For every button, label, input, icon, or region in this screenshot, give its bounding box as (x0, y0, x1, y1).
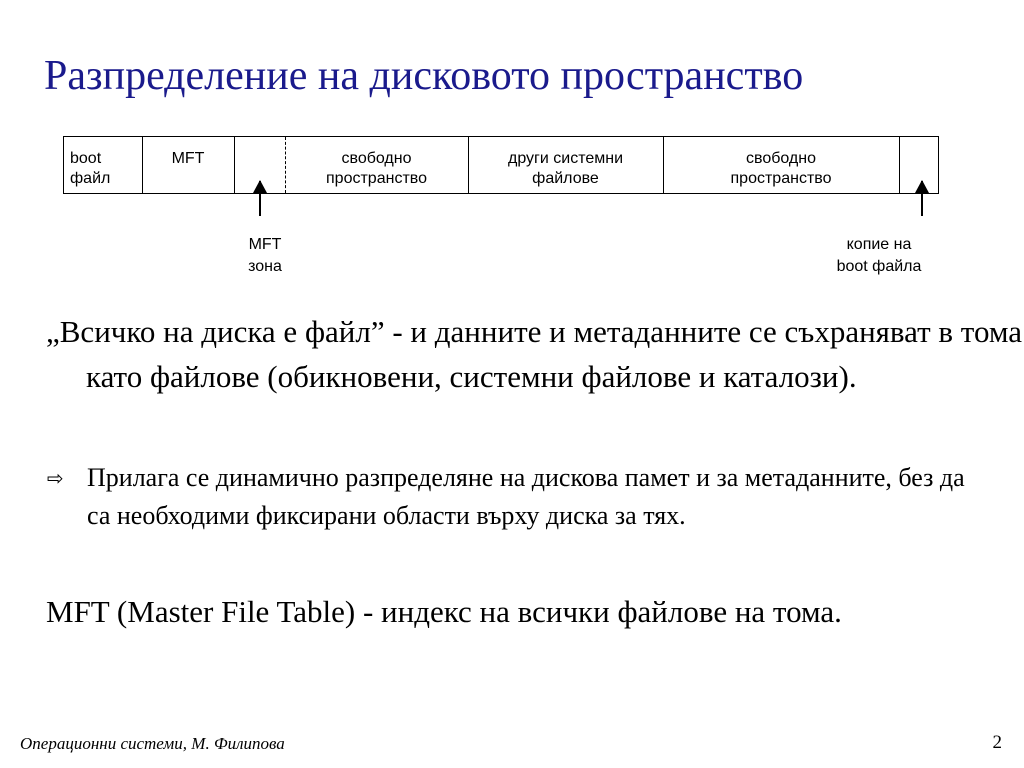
free-space-2-line2: пространство (730, 170, 832, 187)
mft-cell (142, 137, 234, 193)
free-space-1-line1: свободно (341, 150, 412, 167)
mft-zone-note (225, 234, 305, 278)
page-number: 2 (992, 732, 1002, 753)
free-space-cell-1 (285, 137, 468, 193)
boot-file-cell (64, 137, 142, 193)
free-space-cell-2 (663, 137, 899, 193)
boot-copy-note-line1: копие на (846, 236, 912, 253)
mft-zone-note-line2: зона (248, 258, 282, 275)
free-space-2-line1: свободно (746, 150, 816, 167)
boot-copy-note (812, 234, 946, 278)
boot-file-label-line1: boot (70, 150, 102, 167)
boot-copy-note-line2: boot файла (836, 258, 922, 275)
up-arrow-icon (259, 181, 261, 216)
boot-file-label-line2: файл (70, 170, 111, 187)
other-system-files-cell (468, 137, 663, 193)
body-paragraph-2: MFT (Master File Table) - индекс на всички файлове на тома. (46, 594, 842, 629)
other-files-line2: файлове (532, 170, 599, 187)
free-space-1-line2: пространство (326, 170, 427, 187)
hollow-arrow-icon: ⇨ (47, 466, 64, 490)
mft-label: MFT (171, 150, 205, 167)
mft-zone-note-line1: MFT (248, 236, 282, 253)
sub-bullet-text: Прилага се динамично разпределяне на дискова памет и за метаданните, без да са необходими фиксирани области върху диска за тях. (87, 463, 965, 530)
footer-author: Операционни системи, М. Филипова (20, 734, 285, 753)
slide-title: Разпределение на дисковото пространство (44, 53, 804, 99)
disk-layout-diagram (63, 136, 939, 194)
up-arrow-icon (921, 181, 923, 216)
body-paragraph-1: „Всичко на диска е файл” - и данните и метаданните се съхраняват в тома като файлове (обикновени, системни файлове и каталози). (46, 314, 1023, 394)
other-files-line1: други системни (507, 150, 624, 167)
sub-bullet-item (47, 459, 987, 535)
